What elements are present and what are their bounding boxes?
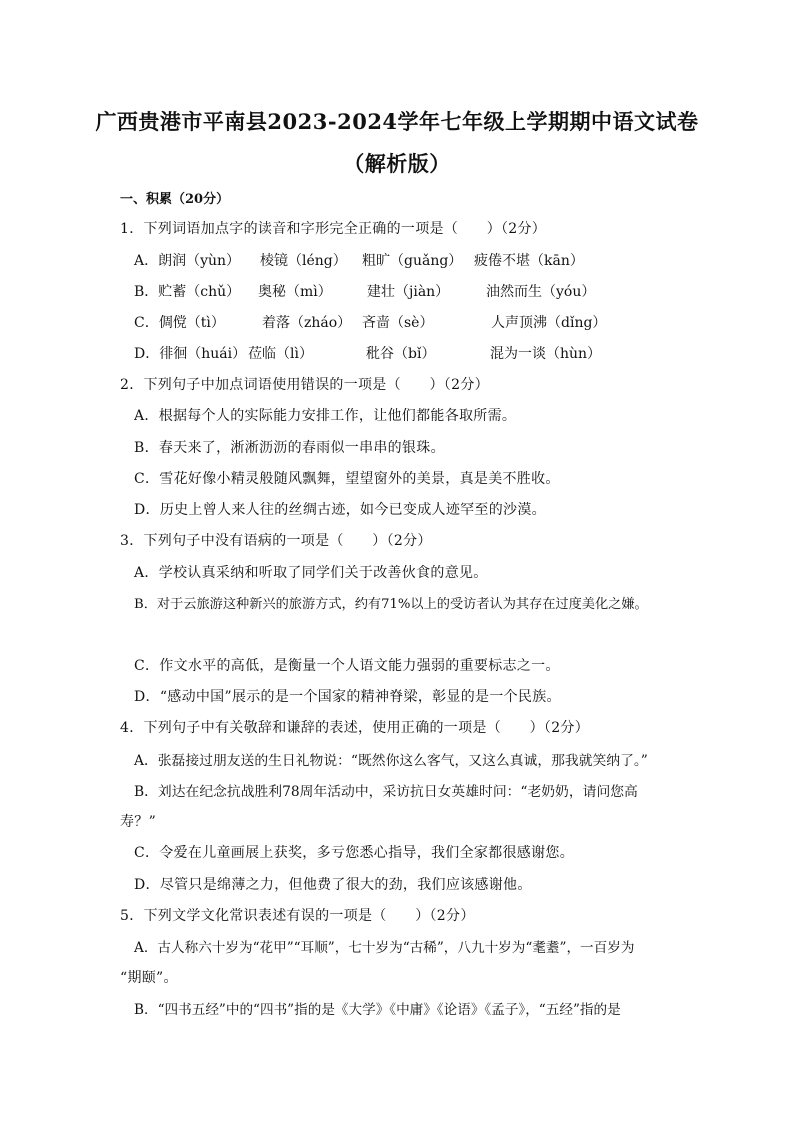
question-4-option-d: D．尽管只是绵薄之力，但他费了很大的劲，我们应该感谢他。 — [134, 877, 532, 893]
option-term: 混为一谈（hùn） — [490, 346, 602, 362]
question-4-option-a: A．张磊接过朋友送的生日礼物说：“既然你这么客气，又这么真诚，那我就笑纳了。” — [134, 753, 648, 769]
option-term: 着落（zháo） — [262, 315, 352, 331]
section-heading: 一、积累（20分） — [120, 192, 230, 207]
question-4-option-b-continued: 寿？” — [120, 814, 157, 830]
option-term: 粗旷（guǎng） — [362, 253, 463, 269]
question-1-stem: 1．下列词语加点字的读音和字形完全正确的一项是（ ）（2分） — [120, 221, 547, 237]
question-3-option-c: C．作文水平的高低，是衡量一个人语文能力强弱的重要标志之一。 — [134, 658, 560, 674]
option-term: 吝啬（sè） — [362, 315, 434, 331]
question-5-option-a: A．古人称六十岁为“花甲”“耳顺”，七十岁为“古稀”，八九十岁为“耄耋”，一百岁为 — [134, 940, 635, 956]
question-2-option-c: C．雪花好像小精灵般随风飘舞，望望窗外的美景，真是美不胜收。 — [134, 471, 560, 487]
option-term: A．朗润（yùn） — [134, 253, 241, 269]
option-term: 奥秘（mì） — [258, 284, 332, 300]
question-3-option-a: A．学校认真采纳和听取了同学们关于改善伙食的意见。 — [134, 565, 488, 581]
exam-subtitle: （解析版） — [343, 151, 451, 176]
question-4-option-c: C．令爱在儿童画展上获奖，多亏您悉心指导，我们全家都很感谢您。 — [134, 845, 575, 861]
option-term: D．徘徊（huái） — [134, 346, 247, 362]
option-term: 秕谷（bǐ） — [366, 346, 436, 362]
question-4-option-b: B．刘达在纪念抗战胜利78周年活动中，采访抗日女英雄时问：“老奶奶，请问您高 — [134, 784, 638, 800]
option-term: B．贮蓄（chǔ） — [134, 284, 241, 300]
option-term: 棱镜（léng） — [260, 253, 347, 269]
question-3-option-d: D．“感动中国”展示的是一个国家的精神脊梁，彰显的是一个民族。 — [134, 689, 561, 705]
question-5-stem: 5．下列文学文化常识表述有误的一项是（ ）（2分） — [120, 908, 475, 924]
option-term: C．倜傥（tì） — [134, 315, 225, 331]
option-term: 人声顶沸（dǐng） — [491, 315, 607, 331]
question-5-option-a-continued: “期颐”。 — [120, 970, 178, 986]
question-3-stem: 3．下列句子中没有语病的一项是（ ）（2分） — [120, 533, 432, 549]
question-3-option-b: B．对于云旅游这种新兴的旅游方式，约有71%以上的受访者认为其存在过度美化之嫌。 — [134, 597, 648, 612]
exam-title: 广西贵港市平南县2023-2024学年七年级上学期期中语文试卷 — [95, 109, 699, 134]
option-term: 建壮（jiàn） — [367, 284, 450, 300]
option-term: 油然而生（yóu） — [486, 284, 596, 300]
question-2-option-a: A．根据每个人的实际能力安排工作，让他们都能各取所需。 — [134, 408, 517, 424]
option-term: 莅临（lì） — [248, 346, 313, 362]
question-5-option-b: B．“四书五经”中的“四书”指的是《大学》《中庸》《论语》《孟子》，“五经”指的是 — [134, 1002, 621, 1018]
option-term: 疲倦不堪（kān） — [474, 253, 584, 269]
question-2-option-d: D．历史上曾人来人往的丝绸古迹，如今已变成人迹罕至的沙漠。 — [134, 502, 546, 518]
question-2-stem: 2．下列句子中加点词语使用错误的一项是（ ）（2分） — [120, 377, 489, 393]
question-2-option-b: B．春天来了，淅淅沥沥的春雨似一串串的银珠。 — [134, 440, 445, 456]
question-4-stem: 4．下列句子中有关敬辞和谦辞的表述，使用正确的一项是（ ）（2分） — [120, 720, 590, 736]
